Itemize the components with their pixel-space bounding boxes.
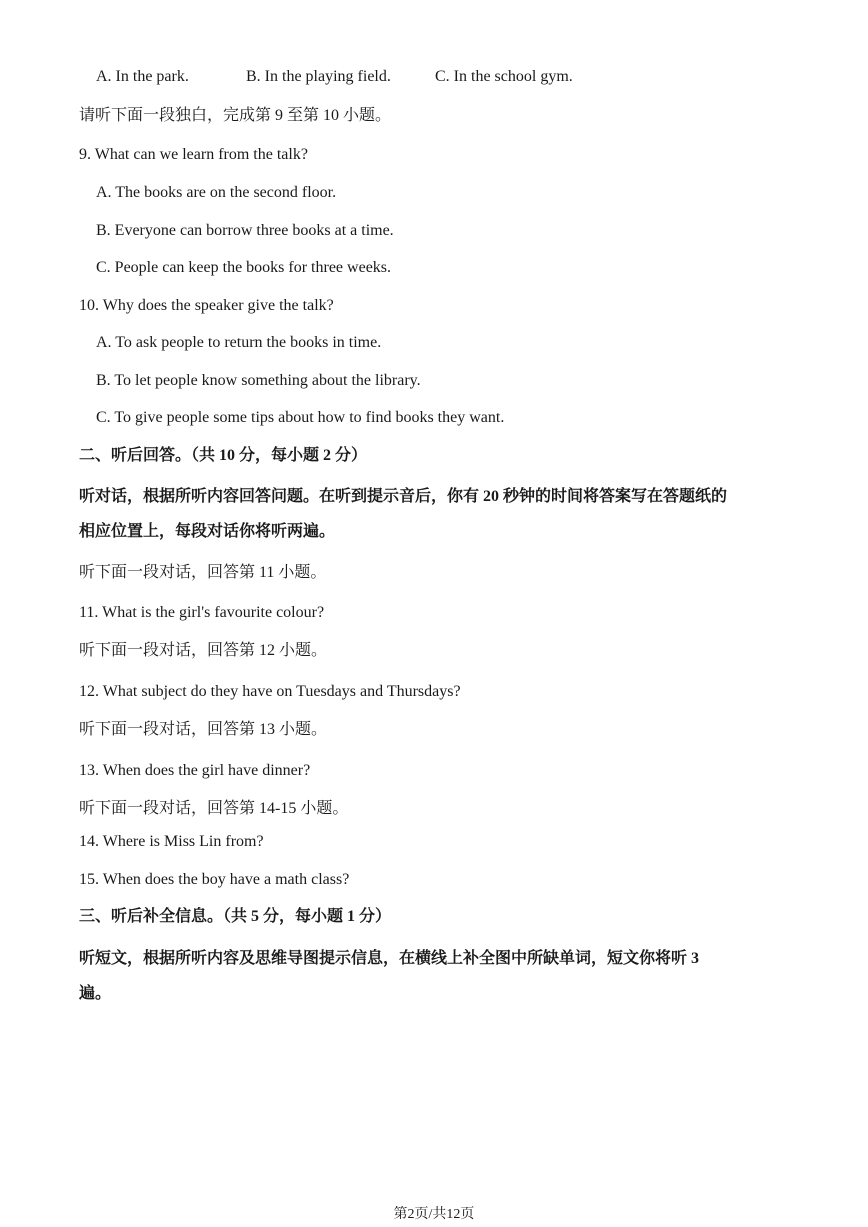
section3-instructions-line1: 听短文，根据所听内容及思维导图提示信息，在横线上补全图中所缺单词，短文你将听 3 bbox=[79, 950, 700, 967]
intro-14-15: 听下面一段对话，回答第 14-15 小题。 bbox=[79, 800, 349, 817]
section3-heading: 三、听后补全信息。（共 5 分，每小题 1 分） bbox=[79, 908, 392, 925]
q11-stem: 11. What is the girl's favourite colour? bbox=[79, 604, 325, 621]
q10-option-a: A. To ask people to return the books in time. bbox=[96, 334, 382, 351]
section2-heading: 二、听后回答。（共 10 分，每小题 2 分） bbox=[79, 447, 368, 464]
intro-9-10: 请听下面一段独白，完成第 9 至第 10 小题。 bbox=[79, 107, 392, 124]
q9-stem: 9. What can we learn from the talk? bbox=[79, 146, 308, 163]
q9-option-a: A. The books are on the second floor. bbox=[96, 184, 337, 201]
q15-stem: 15. When does the boy have a math class? bbox=[79, 871, 350, 888]
section2-instructions-line2: 相应位置上，每段对话你将听两遍。 bbox=[79, 523, 336, 540]
q9-option-c: C. People can keep the books for three weeks. bbox=[96, 259, 392, 276]
page-number-footer: 第2页/共12页 bbox=[393, 1207, 475, 1222]
q12-stem: 12. What subject do they have on Tuesdays and Thursdays? bbox=[79, 683, 461, 700]
q13-stem: 13. When does the girl have dinner? bbox=[79, 762, 311, 779]
intro-11: 听下面一段对话，回答第 11 小题。 bbox=[79, 564, 327, 581]
section2-instructions-line1: 听对话，根据所听内容回答问题。在听到提示音后，你有 20 秒钟的时间将答案写在答题纸的 bbox=[79, 488, 728, 505]
q9-option-b: B. Everyone can borrow three books at a time. bbox=[96, 222, 394, 239]
q8-option-a: A. In the park. bbox=[96, 68, 189, 85]
q8-option-c: C. In the school gym. bbox=[435, 68, 573, 85]
q10-option-b: B. To let people know something about the library. bbox=[96, 372, 421, 389]
intro-13: 听下面一段对话，回答第 13 小题。 bbox=[79, 721, 328, 738]
q14-stem: 14. Where is Miss Lin from? bbox=[79, 833, 264, 850]
section3-instructions-line2: 遍。 bbox=[79, 985, 112, 1002]
q8-option-b: B. In the playing field. bbox=[246, 68, 391, 85]
q10-stem: 10. Why does the speaker give the talk? bbox=[79, 297, 334, 314]
intro-12: 听下面一段对话，回答第 12 小题。 bbox=[79, 642, 328, 659]
q10-option-c: C. To give people some tips about how to find books they want. bbox=[96, 409, 505, 426]
